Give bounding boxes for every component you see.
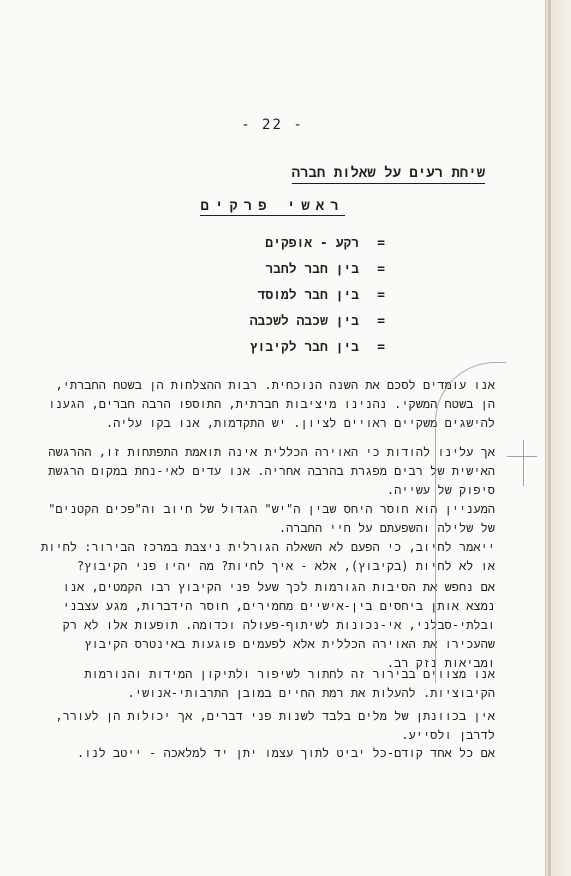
bullet: = xyxy=(377,288,385,303)
headline-text: בין חבר לקיבוץ xyxy=(249,340,359,355)
paragraph: ייאמר לחיוב, כי הפעם לא השאלה הגורלית ניצבת במרכז הבירור: לחיות או לא לחיות (בקיבוץ), אלא - איך לחיות? מה יהיו פני הקיבוץ? xyxy=(41,540,495,573)
headline-item xyxy=(175,340,385,366)
headline-item xyxy=(175,288,385,314)
paragraph: אם נחפש את הסיבות הגורמות לכך שעל פני הקיבוץ רבו הקמטים, אנו נמצא אותן ביחסים בין-אישיים מחמירים, חוסר הידברות, מגע עצבני ובלתי-סבלני, אי-נכונות לשיתוף-פעולה וכדומה. תופעות אלו לא רק שהעכירו את האוירה הכללית אלא לפעמים פוגעות באינטרס הקיבוץ ומביאות נזק רב. xyxy=(62,580,495,670)
headline-item xyxy=(175,236,385,262)
paragraph: המעניין הוא חוסר היחס שבין ה"יש" הגדול של חיוב וה"פכים הקטנים" של שלילה והשפעתם על חיי החברה. xyxy=(48,502,495,535)
headline-text: רקע - אופקים xyxy=(265,236,359,251)
paragraph: אנו עומדים לסכם את השנה הנוכחית. רבות ההצלחות הן בשטח החברתי, הן בשטח המשקי. נהנינו מיציבות חברתית, התוספו הרבה חברים, הגענו להישגים משקיים ראויים לציון. יש התקדמות, אנו בקו עליה. xyxy=(48,378,495,430)
paragraph: אנו מצווים בבירור זה לחתור לשיפור ולתיקון המידות והנורמות הקיבוציות. להעלות את רמת החיים במובן התרבותי-אנושי. xyxy=(84,667,495,700)
headline-item xyxy=(175,262,385,288)
pencil-cross-mark xyxy=(507,456,537,457)
section-subtitle xyxy=(0,198,545,215)
headline-list xyxy=(175,236,385,366)
paragraph: אך עלינו להודות כי האוירה הכללית אינה תואמת התפתחות זו, ההרגשה האישית של רבים מפגרת בהרבה אחריה. אנו עדים לאי-נחת במקום הרגשת סיפוק של עשייה. xyxy=(48,445,495,497)
page-title: שיחת רעים על שאלות חברה xyxy=(292,165,485,184)
headline-text: בין חבר לחבר xyxy=(265,262,359,277)
headline-item xyxy=(175,314,385,340)
bullet: = xyxy=(377,262,385,277)
bullet: = xyxy=(377,314,385,329)
pencil-margin-mark xyxy=(435,362,506,683)
bullet: = xyxy=(377,236,385,251)
page-edge-shadow xyxy=(548,0,551,876)
pencil-cross-mark xyxy=(523,440,524,486)
headline-text: בין חבר למוסד xyxy=(257,288,359,303)
bullet: = xyxy=(377,340,385,355)
paragraph: אם כל אחד קודם-כל יביט לתוך עצמו יתן יד למלאכה - ייטב לנו. xyxy=(76,746,495,760)
paragraph: אין בכוונתן של מלים בלבד לשנות פני דברים, אך יכולות הן לעורר, לדרבן ולסייע. xyxy=(55,709,495,742)
headline-text: בין שכבה לשכבה xyxy=(249,314,359,329)
page-number: - 22 - xyxy=(241,117,304,133)
subtitle-text: ראשי פרקים xyxy=(200,198,345,214)
